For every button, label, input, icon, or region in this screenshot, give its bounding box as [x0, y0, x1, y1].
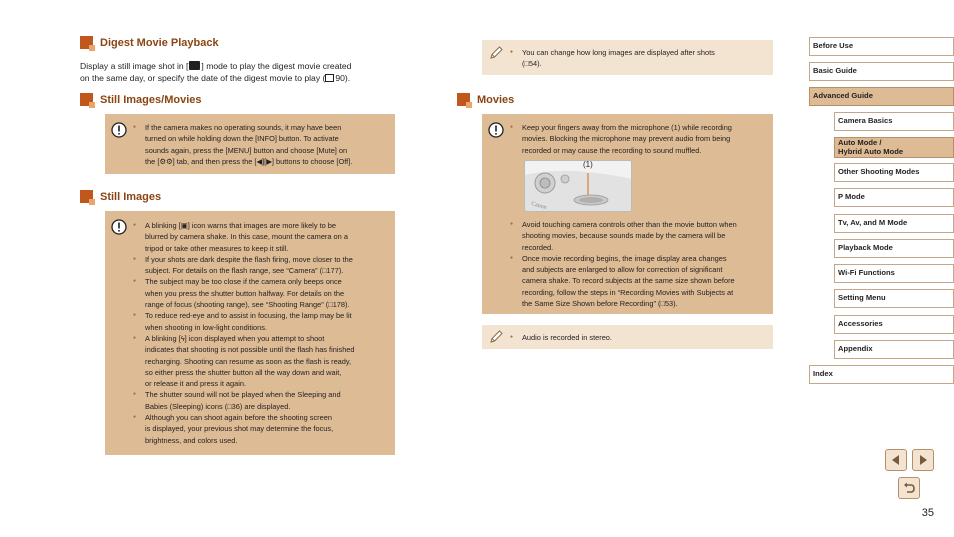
caution-icon [488, 122, 504, 138]
note-box-display-time [482, 40, 773, 75]
arrow-right-icon [917, 454, 929, 466]
list-item: ● You can change how long images are displayed after shots (□54). [510, 47, 765, 70]
list-item: ● If your shots are dark despite the flash firing, move closer to the subject. For details on the flash range, see “Camera” (□177). [133, 254, 387, 277]
arrow-left-icon [890, 454, 902, 466]
list-item: ● The shutter sound will not be played when the Sleeping and Babies (Sleeping) icons (□36) are displayed. [133, 389, 387, 412]
caution-box-still-images [105, 211, 395, 455]
section-still-images [80, 190, 161, 203]
nav-p-mode[interactable]: P Mode [834, 188, 954, 207]
nav-playback-mode[interactable]: Playback Mode [834, 239, 954, 258]
section-digest [80, 36, 219, 49]
list-item: ● To reduce red-eye and to assist in focusing, the lamp may be lit when shooting in low-light conditions. [133, 310, 387, 333]
nav-advanced-guide[interactable]: Advanced Guide [809, 87, 954, 106]
caution-box-movies [482, 114, 773, 314]
caution-icon [111, 219, 127, 235]
page-number: 35 [921, 507, 934, 519]
section-square-icon [80, 93, 93, 106]
section-square-icon [80, 36, 93, 49]
previous-page-button[interactable] [885, 449, 907, 471]
list-item: ● Avoid touching camera controls other than the movie button when shooting movies, because sounds made by the camera will be recorded. [510, 219, 765, 253]
caution-box-still-movies [105, 114, 395, 174]
microphone-callout: (1) [583, 160, 593, 169]
note-box-stereo [482, 325, 773, 349]
list-item: ● Keep your fingers away from the microphone (1) while recording movies. Blocking the microphone may prevent audio from being recorded or may cause the recording to sound muffled. [510, 122, 765, 156]
digest-movie-mode-icon [189, 61, 200, 70]
camera-brand-label: Canon [530, 201, 548, 211]
nav-camera-basics[interactable]: Camera Basics [834, 112, 954, 131]
section-title: Still Images/Movies [100, 93, 202, 106]
camera-top-icon [525, 161, 632, 212]
camera-microphone-illustration [524, 160, 632, 212]
list-item: ● Although you can shoot again before the shooting screen is displayed, your previous shot may determine the focus, brightness, and colors used. [133, 412, 387, 446]
section-title: Still Images [100, 190, 162, 203]
nav-appendix[interactable]: Appendix [834, 340, 954, 359]
list-item: ● The subject may be too close if the camera only beeps once when you press the shutter button halfway. For details on the range of focus (shooting range), see “Shooting Range” (□178). [133, 276, 387, 310]
page-ref-link[interactable]: 90). [335, 72, 351, 83]
next-page-button[interactable] [912, 449, 934, 471]
list-item: ● Audio is recorded in stereo. [510, 332, 765, 343]
nav-basic-guide[interactable]: Basic Guide [809, 62, 954, 81]
pencil-icon [488, 45, 504, 61]
pencil-icon [488, 329, 504, 345]
list-item: ● If the camera makes no operating sounds, it may have been turned on while holding down the [INFO] button. To activate sounds again, press the [MENU] button and choose [Mute] on the [⚙⚙] tab, and then press the [◀][▶] buttons to choose [Off]. [133, 122, 387, 167]
caution-icon [111, 122, 127, 138]
section-square-icon [80, 190, 93, 203]
nav-index[interactable]: Index [809, 365, 954, 384]
list-item: ● A blinking [▣] icon warns that images are more likely to be blurred by camera shake. In this case, mount the camera on a tripod or take other measures to keep it still. [133, 220, 387, 254]
nav-setting-menu[interactable]: Setting Menu [834, 289, 954, 308]
section-still-movies [80, 93, 201, 106]
nav-auto-mode[interactable]: Auto Mode / Hybrid Auto Mode [834, 137, 954, 158]
nav-tv-av-m-mode[interactable]: Tv, Av, and M Mode [834, 214, 954, 233]
section-movies [457, 93, 514, 106]
list-item: ● A blinking [ϟ] icon displayed when you attempt to shoot indicates that shooting is not possible until the flash has finished recharging. Shooting can resume as soon as the flash is ready, so either press the shutter button all the way down and wait, or release it and press it again. [133, 333, 387, 389]
nav-other-shooting-modes[interactable]: Other Shooting Modes [834, 163, 954, 182]
nav-accessories[interactable]: Accessories [834, 315, 954, 334]
section-title: Movies [477, 93, 515, 106]
section-title: Digest Movie Playback [100, 36, 219, 49]
list-item: ● Once movie recording begins, the image display area changes and subjects are enlarged to allow for correction of significant camera shake. To record subjects at the same size shown before recording, follow the steps in “Recording Movies with Subjects at the Same Size Shown before Recording” (□53). [510, 253, 765, 309]
book-ref-icon [325, 74, 334, 82]
section-square-icon [457, 93, 470, 106]
return-button[interactable] [898, 477, 920, 499]
digest-paragraph: Display a still image shot in [ ] mode to play the digest movie created on the same day, or specify the date of the digest movie to play ( 90). [80, 61, 352, 83]
return-arrow-icon [902, 481, 916, 495]
nav-before-use[interactable]: Before Use [809, 37, 954, 56]
nav-wifi-functions[interactable]: Wi-Fi Functions [834, 264, 954, 283]
